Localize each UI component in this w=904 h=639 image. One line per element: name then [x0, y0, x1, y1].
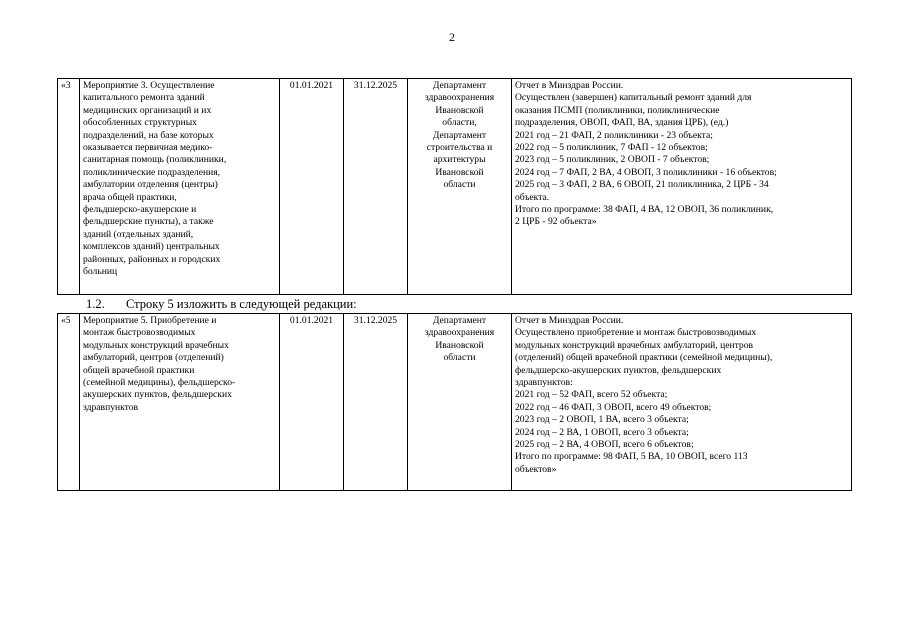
event-cell [80, 79, 280, 295]
text-line: модульных конструкций врачебных амбулаторий, центров [515, 339, 754, 351]
text-line: 2025 год – 2 ВА, 4 ОВОП, всего 6 объектов; [515, 439, 694, 451]
text-line: больниц [83, 266, 118, 278]
text-line: Ивановской [435, 104, 484, 116]
event-cell [80, 314, 280, 491]
text-line: (отделений) общей врачебной практики (семейной медицины), [515, 352, 773, 364]
text-line: зданий (отдельных зданий, [83, 228, 194, 240]
department-cell [408, 314, 512, 491]
text-line: амбулаторий, центров (отделений) [83, 352, 224, 364]
text-line: 2024 год – 2 ВА, 1 ОВОП, всего 3 объекта; [515, 426, 689, 438]
department-cell [408, 79, 512, 295]
text-line: Итого по программе: 98 ФАП, 5 ВА, 10 ОВОП, всего 113 [515, 451, 748, 463]
section-number: 1.2. [86, 297, 105, 311]
text-line: Отчет в Минздрав России. [515, 315, 624, 326]
text-line: оказания ПСМП (поликлиники, поликлинические [515, 104, 720, 116]
text-line: фельдшерско-акушерских пунктов, фельдшерских [515, 364, 722, 376]
end-date-cell: 31.12.2025 [344, 314, 408, 491]
text-line: капитального ремонта зданий [83, 92, 205, 104]
text-line: 2021 год – 21 ФАП, 2 поликлиники - 23 объекта; [515, 129, 713, 141]
text-line: поликлинические подразделения, [83, 166, 221, 178]
text-line: 2 ЦРБ - 92 объекта» [515, 216, 597, 228]
text-line: Отчет в Минздрав России. [515, 80, 624, 91]
text-line: Ивановской [435, 166, 484, 178]
row-number-cell: «5 [58, 314, 80, 491]
text-line: строительства и [426, 142, 493, 154]
page-number: 2 [449, 30, 455, 44]
program-table-row-3 [57, 78, 852, 295]
text-line: модульных конструкций врачебных [83, 339, 229, 351]
text-line: врача общей практики, [83, 191, 177, 203]
end-date-cell: 31.12.2025 [344, 79, 408, 295]
text-line: Департамент [432, 315, 487, 326]
text-line: здравпунктов [83, 401, 139, 413]
text-line: Мероприятие 3. Осуществление [83, 80, 215, 91]
text-line: области [443, 179, 476, 191]
text-line: фельдшерско-акушерские и [83, 204, 197, 216]
text-line: Департамент [432, 80, 487, 91]
text-line: обособленных структурных [83, 117, 197, 129]
text-line: акушерских пунктов, фельдшерских [83, 389, 232, 401]
text-line: (семейной медицины), фельдшерско- [83, 377, 236, 389]
text-line: районных, районных и городских [83, 253, 221, 265]
table-row [58, 79, 852, 295]
text-line: здравпунктов: [515, 377, 573, 389]
text-line: Мероприятие 5. Приобретение и [83, 315, 217, 326]
result-cell [512, 314, 852, 491]
table-row [58, 314, 852, 491]
text-line: подразделений, на базе которых [83, 129, 214, 141]
text-line: области [443, 352, 476, 364]
text-line: объектов» [515, 463, 557, 475]
text-line: Итого по программе: 38 ФАП, 4 ВА, 12 ОВОП, 36 поликлиник, [515, 204, 774, 216]
text-line: здравоохранения [424, 92, 495, 104]
text-line: амбулатории отделения (центры) [83, 179, 218, 191]
row-number-cell: «3 [58, 79, 80, 295]
text-line: медицинских организаций и их [83, 104, 212, 116]
text-line: области, [442, 117, 477, 129]
text-line: общей врачебной практики [83, 364, 195, 376]
text-line: оказывается первичная медико- [83, 142, 213, 154]
text-line: Осуществлен (завершен) капитальный ремонт зданий для [515, 92, 752, 104]
result-cell [512, 79, 852, 295]
text-line: санитарная помощь (поликлиники, [83, 154, 227, 166]
text-line: объекта. [515, 191, 550, 203]
section-heading [86, 297, 357, 312]
text-line: 2025 год – 3 ФАП, 2 ВА, 6 ОВОП, 21 поликлиника, 2 ЦРБ - 34 [515, 179, 769, 191]
start-date-cell: 01.01.2021 [280, 314, 344, 491]
text-line: 2022 год – 46 ФАП, 3 ОВОП, всего 49 объектов; [515, 401, 712, 413]
text-line: Департамент [432, 129, 487, 141]
text-line: 2022 год – 5 поликлиник, 7 ФАП - 12 объектов; [515, 142, 708, 154]
text-line: 2023 год – 2 ОВОП, 1 ВА, всего 3 объекта; [515, 414, 689, 426]
text-line: здравоохранения [424, 327, 495, 339]
start-date-cell: 01.01.2021 [280, 79, 344, 295]
text-line: 2023 год – 5 поликлиник, 2 ОВОП - 7 объектов; [515, 154, 710, 166]
text-line: Осуществлено приобретение и монтаж быстровозводимых [515, 327, 757, 339]
text-line: 2021 год – 52 ФАП, всего 52 объекта; [515, 389, 668, 401]
text-line: комплексов зданий) центральных [83, 241, 220, 253]
text-line: 2024 год – 7 ФАП, 2 ВА, 4 ОВОП, 3 поликлиники - 16 объектов; [515, 166, 777, 178]
text-line: Ивановской [435, 339, 484, 351]
section-text: Строку 5 изложить в следующей редакции: [126, 297, 357, 311]
text-line: монтаж быстровозводимых [83, 327, 196, 339]
program-table-row-5 [57, 313, 852, 491]
text-line: подразделения, ОВОП, ФАП, ВА, здания ЦРБ), (ед.) [515, 117, 729, 129]
text-line: фельдшерские пункты), а также [83, 216, 214, 228]
text-line: архитектуры [433, 154, 486, 166]
